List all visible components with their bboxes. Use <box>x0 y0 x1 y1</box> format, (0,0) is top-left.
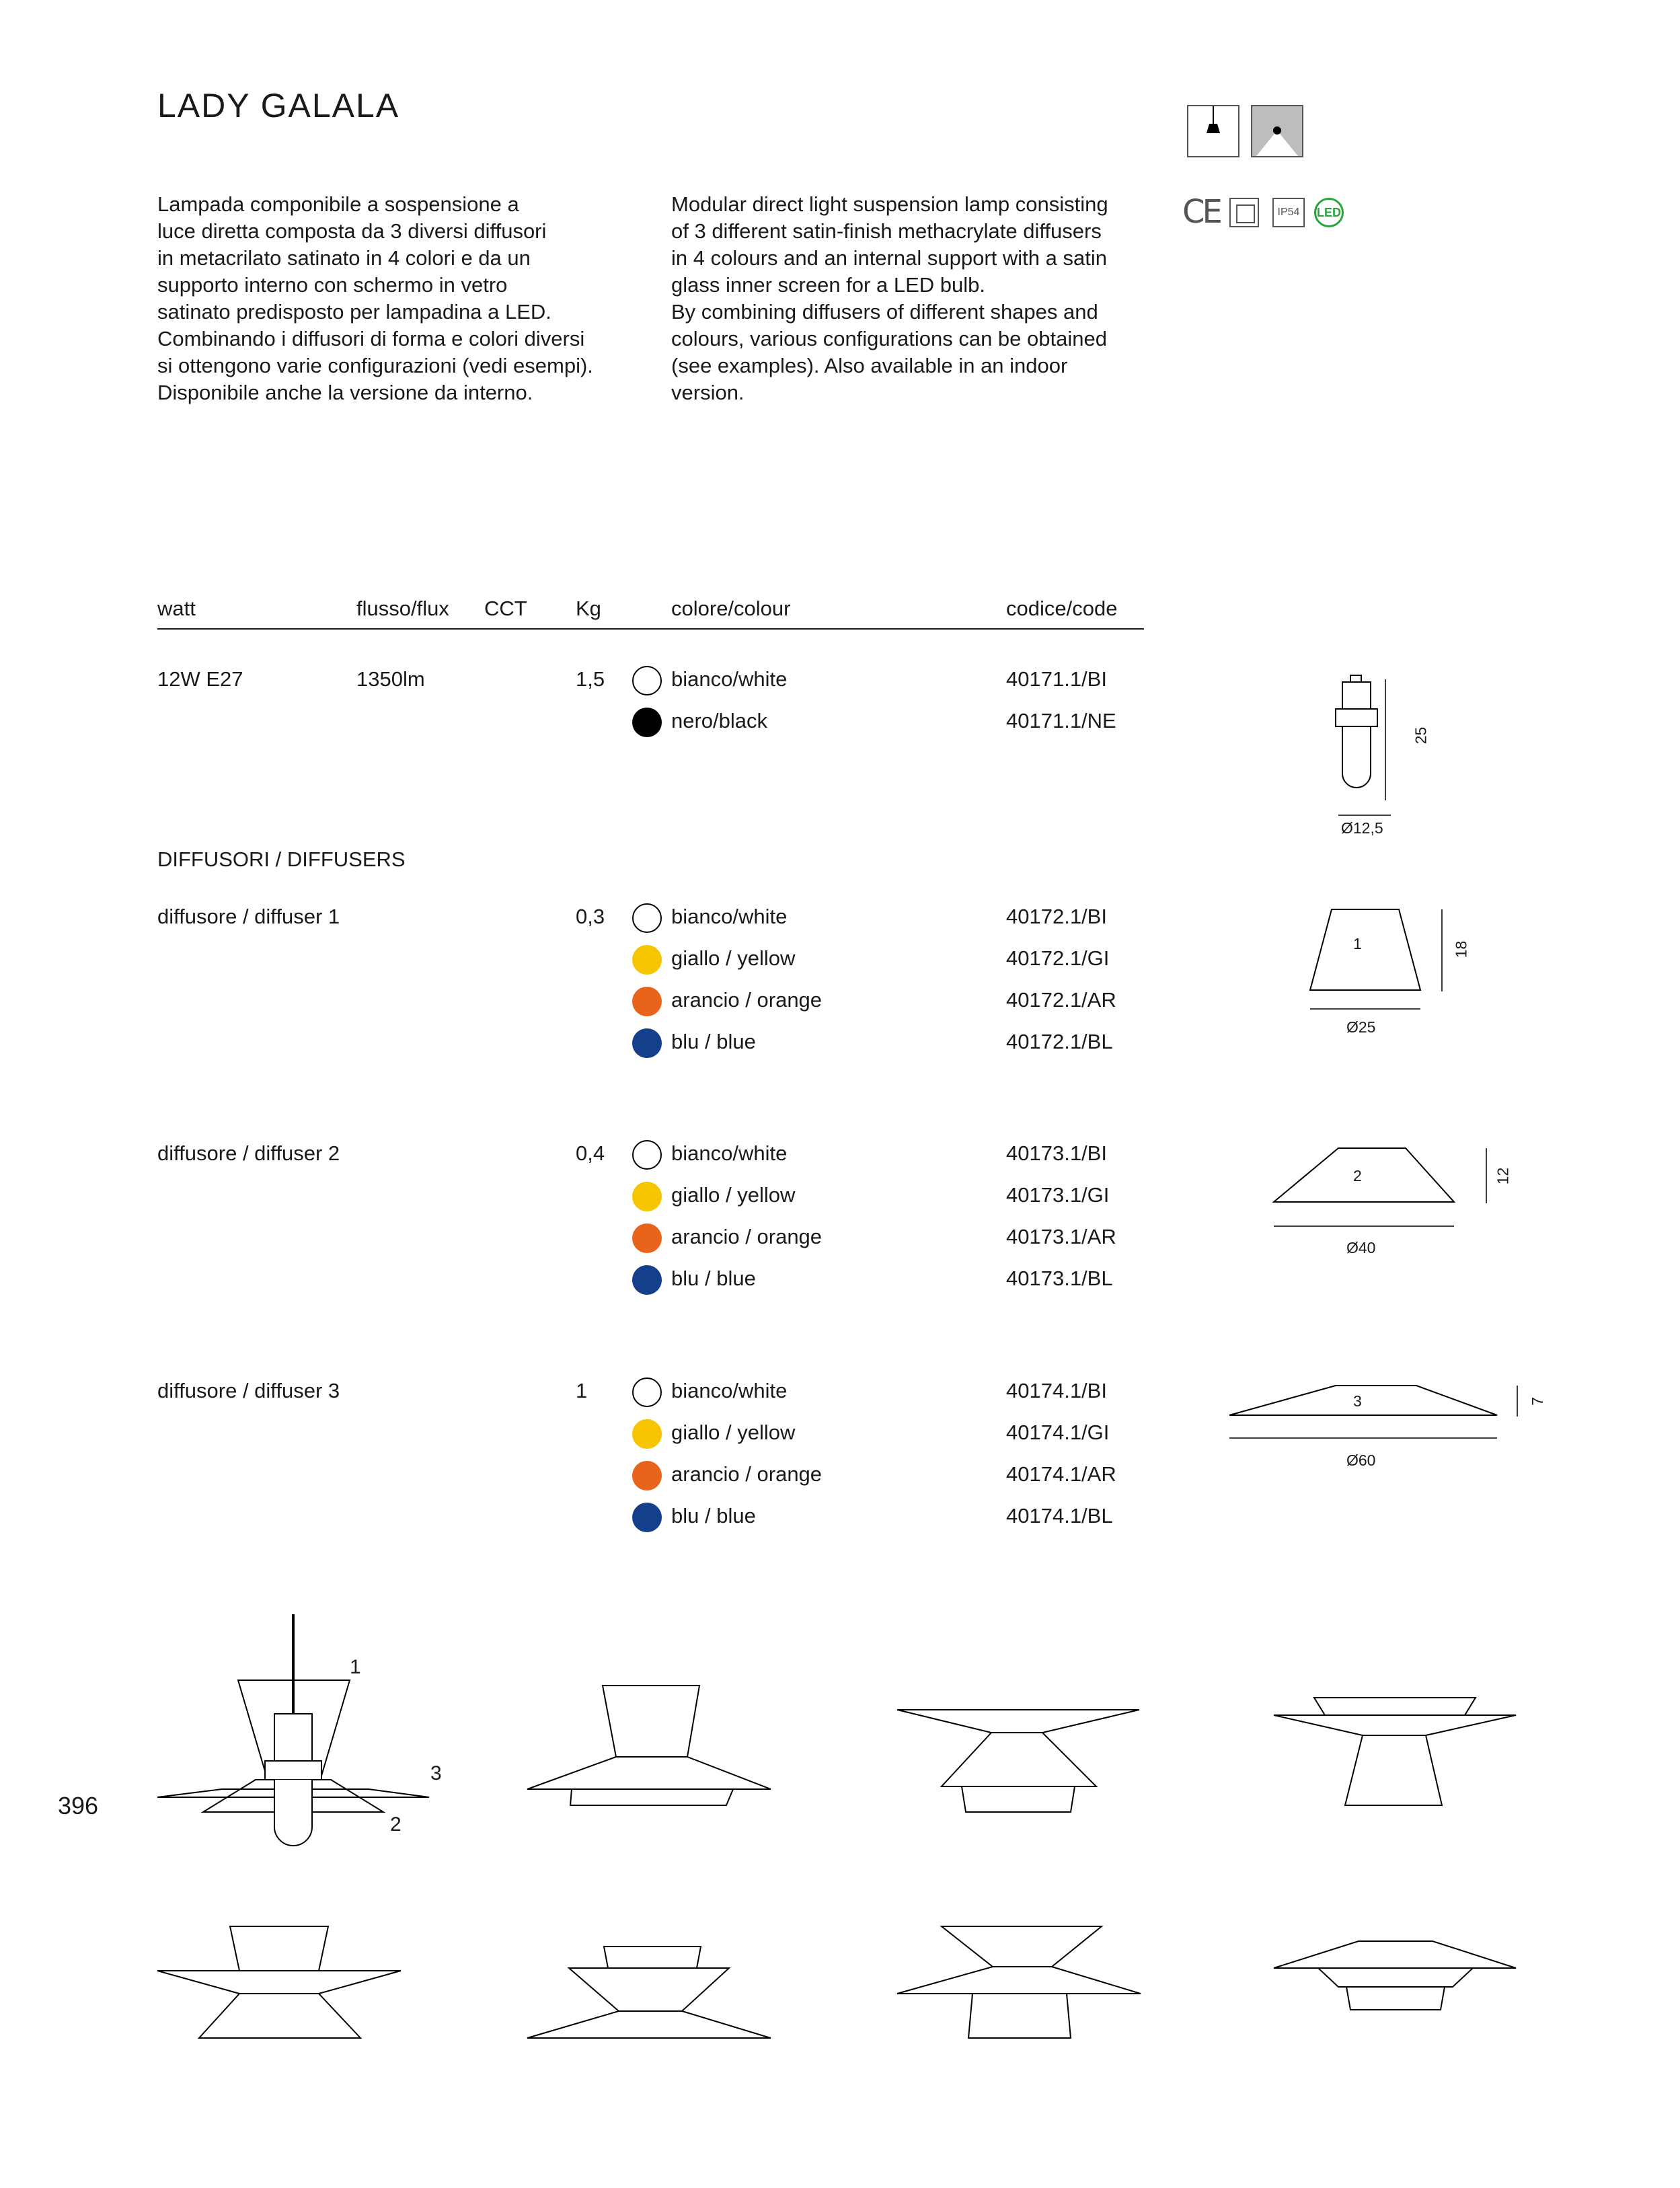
base-kg: 1,5 <box>576 667 605 691</box>
ce-mark-icon: CE <box>1182 193 1220 231</box>
diffuser-3-name: diffusore / diffuser 3 <box>157 1379 340 1402</box>
base-code: 40171.1/NE <box>1006 709 1116 732</box>
page-title: LADY GALALA <box>157 87 400 124</box>
diffuser-1-number: 1 <box>1353 935 1362 952</box>
swatch-white <box>632 666 662 695</box>
page-number: 396 <box>58 1792 99 1819</box>
description-italian: Lampada componibile a sospensione a luce diretta composta da 3 diversi diffusori in metacrilato satinato in 4 colori e da un supporto interno con schermo in vetro satinato predisposto per lampadina a LED. Combinando i diffusori di forma e colori diversi si ottengono varie configurazioni (vedi esempi). Disponibile anche la versione da interno. <box>157 192 593 404</box>
configuration-example <box>155 1924 410 2072</box>
diffuser-1-height-label: 18 <box>1452 940 1470 958</box>
colour-label: blu / blue <box>671 1504 756 1527</box>
diffuser-3-number: 3 <box>1353 1392 1362 1410</box>
code-label: 40174.1/BL <box>1006 1504 1113 1527</box>
base-flux: 1350lm <box>356 667 425 691</box>
swatch-white <box>632 903 662 933</box>
swatch-blue <box>632 1503 662 1532</box>
header-colour: colore/colour <box>671 597 791 620</box>
base-support-drawing <box>1318 666 1426 841</box>
header-kg: Kg <box>576 597 601 620</box>
swatch-yellow <box>632 1182 662 1211</box>
suspension-lamp-icon <box>1187 105 1239 157</box>
assembly-label-1: 1 <box>350 1656 361 1678</box>
colour-label: giallo / yellow <box>671 1421 796 1444</box>
code-label: 40172.1/GI <box>1006 946 1110 970</box>
diffuser-1-drawing <box>1305 908 1493 1029</box>
code-label: 40173.1/GI <box>1006 1183 1110 1207</box>
base-watt: 12W E27 <box>157 667 243 691</box>
code-label: 40173.1/BL <box>1006 1267 1113 1290</box>
diffuser-3-diameter-label: Ø60 <box>1346 1451 1376 1469</box>
code-label: 40174.1/BI <box>1006 1379 1107 1402</box>
colour-label: arancio / orange <box>671 1462 823 1486</box>
configuration-example <box>525 1682 780 1829</box>
colour-label: blu / blue <box>671 1030 756 1053</box>
code-label: 40173.1/BI <box>1006 1141 1107 1165</box>
header-cct: CCT <box>484 597 527 620</box>
swatch-blue <box>632 1028 662 1058</box>
header-code: codice/code <box>1006 597 1118 620</box>
diffuser-3-drawing <box>1228 1384 1578 1451</box>
header-watt: watt <box>157 597 196 620</box>
swatch-blue <box>632 1265 662 1295</box>
base-height-label: 25 <box>1412 726 1430 745</box>
colour-label: bianco/white <box>671 905 788 928</box>
ip54-icon: IP54 <box>1272 198 1305 227</box>
swatch-orange <box>632 987 662 1016</box>
base-code: 40171.1/BI <box>1006 667 1107 691</box>
swatch-black <box>632 708 662 737</box>
colour-label: arancio / orange <box>671 988 823 1012</box>
swatch-white <box>632 1140 662 1170</box>
diffuser-3-kg: 1 <box>576 1379 588 1402</box>
code-label: 40172.1/BI <box>1006 905 1107 928</box>
swatch-yellow <box>632 945 662 975</box>
assembly-label-3: 3 <box>430 1762 442 1784</box>
diffuser-2-drawing <box>1271 1147 1513 1254</box>
configuration-example <box>894 1924 1150 2072</box>
colour-label: bianco/white <box>671 1379 788 1402</box>
configuration-example <box>525 1944 780 2092</box>
diffuser-1-diameter-label: Ø25 <box>1346 1018 1376 1036</box>
header-flux: flusso/flux <box>356 597 449 620</box>
swatch-white <box>632 1378 662 1407</box>
base-diameter-label: Ø12,5 <box>1341 819 1383 837</box>
configuration-example <box>1271 1695 1527 1843</box>
colour-label: arancio / orange <box>671 1225 823 1248</box>
colour-label: giallo / yellow <box>671 1183 796 1207</box>
colour-label: blu / blue <box>671 1267 756 1290</box>
code-label: 40173.1/AR <box>1006 1225 1116 1248</box>
led-icon: LED <box>1314 198 1344 227</box>
assembly-drawing <box>155 1614 451 1856</box>
colour-label: bianco/white <box>671 1141 788 1165</box>
configuration-example <box>1271 1937 1527 2085</box>
code-label: 40174.1/GI <box>1006 1421 1110 1444</box>
configuration-example <box>894 1708 1150 1856</box>
diffuser-2-kg: 0,4 <box>576 1141 605 1165</box>
assembly-label-2: 2 <box>390 1813 402 1836</box>
diffuser-1-kg: 0,3 <box>576 905 605 928</box>
swatch-orange <box>632 1461 662 1491</box>
direct-light-icon <box>1251 105 1303 157</box>
diffuser-1-name: diffusore / diffuser 1 <box>157 905 340 928</box>
code-label: 40172.1/AR <box>1006 988 1116 1012</box>
diffuser-2-number: 2 <box>1353 1167 1362 1184</box>
base-colour: bianco/white <box>671 667 788 691</box>
diffusers-title: DIFFUSORI / DIFFUSERS <box>157 847 406 871</box>
diffuser-3-height-label: 7 <box>1528 1397 1546 1406</box>
diffuser-2-diameter-label: Ø40 <box>1346 1239 1376 1256</box>
code-label: 40174.1/AR <box>1006 1462 1116 1486</box>
swatch-orange <box>632 1223 662 1253</box>
header-rule <box>157 628 1144 630</box>
code-label: 40172.1/BL <box>1006 1030 1113 1053</box>
base-colour: nero/black <box>671 709 768 732</box>
description-english: Modular direct light suspension lamp consisting of 3 different satin-finish methacrylate diffusers in 4 colours and an internal support with a satin glass inner screen for a LED bulb. By combining diffusers of different shapes and colours, various configurations can be obtained (see examples). Also available in an indoor version. <box>671 192 1108 404</box>
swatch-yellow <box>632 1419 662 1449</box>
diffuser-2-name: diffusore / diffuser 2 <box>157 1141 340 1165</box>
class-ii-icon <box>1229 198 1259 227</box>
diffuser-2-height-label: 12 <box>1494 1167 1512 1185</box>
colour-label: giallo / yellow <box>671 946 796 970</box>
